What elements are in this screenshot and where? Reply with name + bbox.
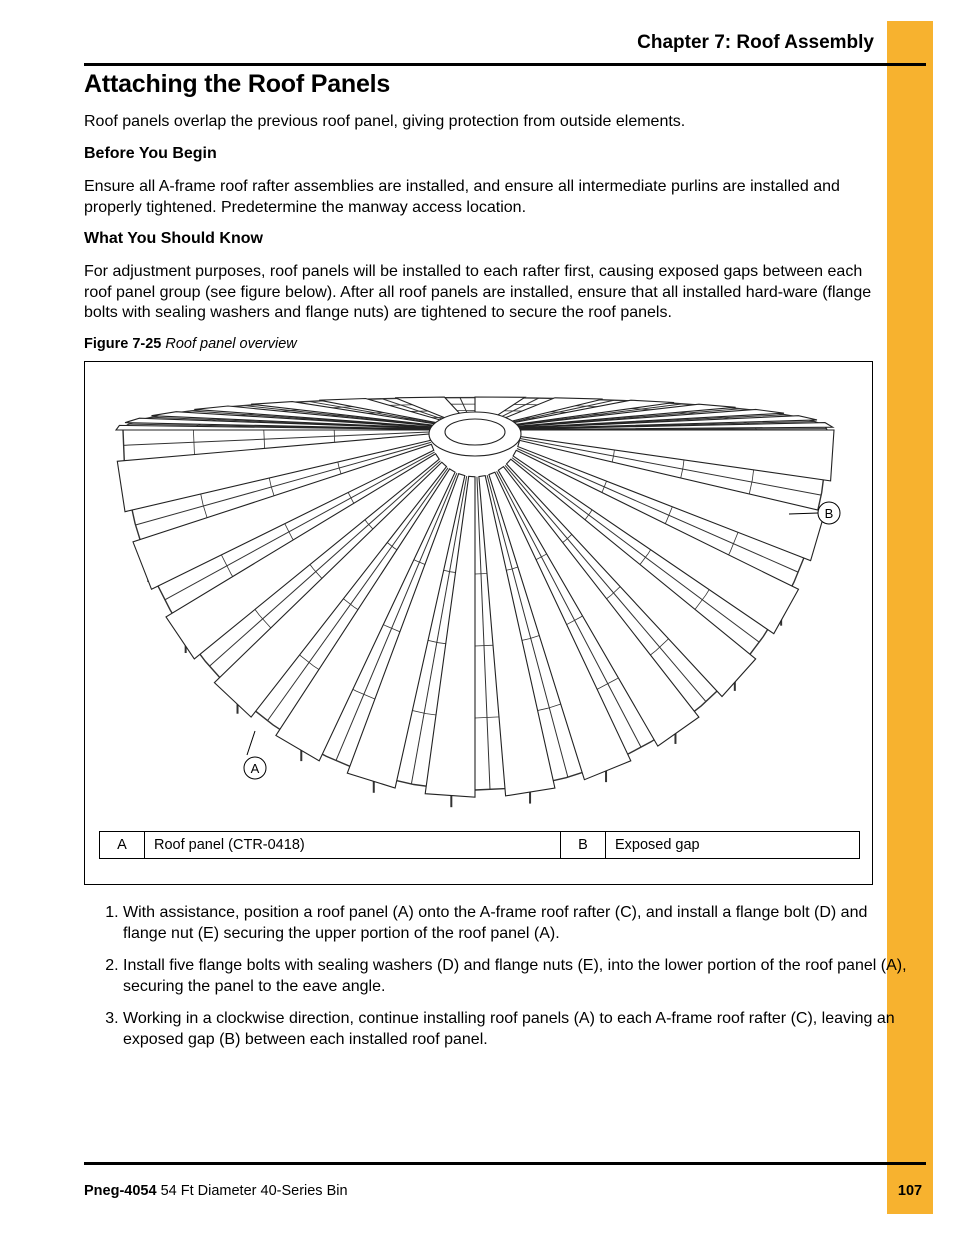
know-heading: What You Should Know bbox=[84, 230, 263, 247]
legend-label-b: Exposed gap bbox=[605, 832, 859, 859]
page-title: Attaching the Roof Panels bbox=[84, 70, 391, 98]
footer-document bbox=[84, 1183, 348, 1199]
legend-key-b: B bbox=[560, 832, 605, 859]
know-paragraph: For adjustment purposes, roof panels will be installed to each rafter first, causing exposed gaps between each roof panel group (see figure below). After all roof panels are installed, ensure that all installed hard-ware (flange bolts with sealing washers and flange nuts) are tightened to secure the roof panels. bbox=[84, 263, 872, 321]
callout-a-label: A bbox=[250, 761, 260, 776]
footer-doc-number: Pneg-4054 bbox=[84, 1183, 157, 1199]
footer-rule bbox=[84, 1162, 926, 1165]
page-number: 107 bbox=[897, 1183, 923, 1199]
legend-key-a: A bbox=[100, 832, 145, 859]
intro-paragraph: Roof panels overlap the previous roof panel, giving protection from outside elements. bbox=[84, 113, 686, 130]
chapter-heading: Chapter 7: Roof Assembly bbox=[637, 32, 874, 53]
figure-title: Roof panel overview bbox=[165, 336, 297, 352]
callout-b-label: B bbox=[824, 506, 834, 521]
before-paragraph: Ensure all A-frame roof rafter assemblies are installed, and ensure all intermediate purlins are installed and properly tightened. Predetermine the manway access location. bbox=[84, 178, 840, 216]
legend-row bbox=[100, 832, 860, 859]
step-item: 3. Working in a clockwise direction, continue installing roof panels (A) to each A-frame roof rafter (C), leaving an exposed gap (B) between each installed roof panel. bbox=[123, 1009, 913, 1050]
figure-number: Figure 7-25 bbox=[84, 336, 162, 352]
instruction-steps bbox=[84, 903, 913, 1062]
figure-legend-table bbox=[99, 831, 860, 859]
figure-box bbox=[84, 361, 873, 885]
figure-caption bbox=[84, 336, 297, 352]
header-rule bbox=[84, 63, 926, 66]
step-item: 1. With assistance, position a roof panel (A) onto the A-frame roof rafter (C), and install a flange bolt (D) and flange nut (E) securing the upper portion of the roof panel (A). bbox=[123, 903, 913, 944]
center-ring-inner bbox=[445, 419, 505, 445]
roof-illustration bbox=[85, 362, 872, 822]
footer-doc-title: 54 Ft Diameter 40-Series Bin bbox=[160, 1183, 348, 1199]
before-heading: Before You Begin bbox=[84, 145, 217, 162]
step-item: 2. Install five flange bolts with sealing washers (D) and flange nuts (E), into the lower portion of the roof panel (A), securing the panel to the eave angle. bbox=[123, 956, 913, 997]
legend-label-a: Roof panel (CTR-0418) bbox=[145, 832, 561, 859]
